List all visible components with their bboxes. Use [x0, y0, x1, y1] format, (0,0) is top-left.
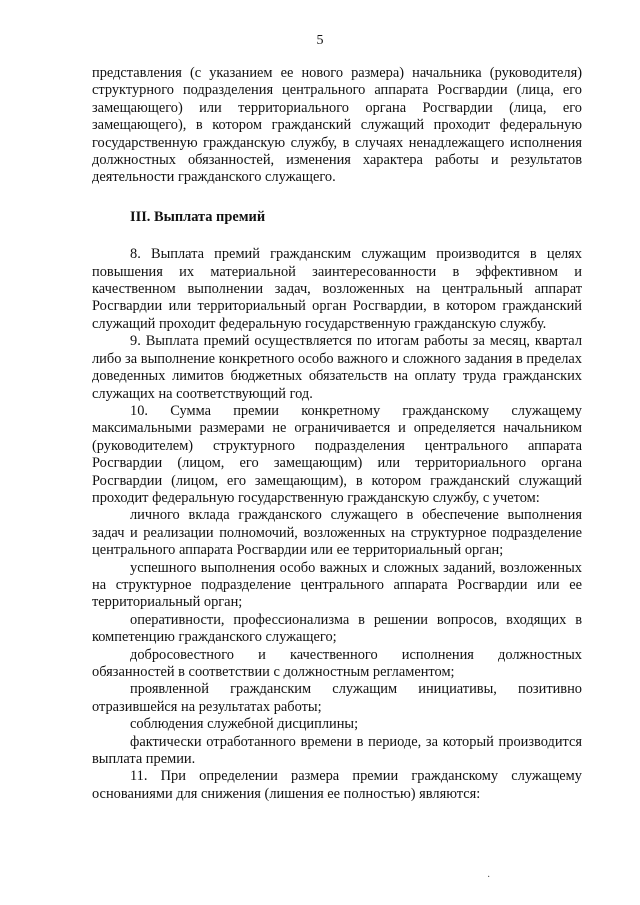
criterion-personal-contribution: личного вклада гражданского служащего в обеспечение выполнения задач и реализации полномочий, возложенных на структурное подразделение центрального аппарата Росгвардии или ее территориальный орган; — [92, 507, 582, 559]
scan-mark: · — [487, 872, 491, 883]
criterion-worked-time: фактически отработанного времени в периоде, за который производится выплата премии. — [92, 733, 582, 768]
criterion-efficiency: оперативности, профессионализма в решении вопросов, входящих в компетенцию гражданского служащего; — [92, 611, 582, 646]
paragraph-9: 9. Выплата премий осуществляется по итогам работы за месяц, квартал либо за выполнение конкретного особо важного и сложного задания в пределах доведенных лимитов бюджетных обязательств на оплату труда гражданских служащих на соответствующий год. — [92, 333, 582, 402]
paragraph-8: 8. Выплата премий гражданским служащим производится в целях повышения их материальной заинтересованности в эффективном и качественном выполнении задач, возложенных на центральный аппарат Росгвардии или территориальный орган Росгвардии, в котором гражданский служащий проходит федеральную государственную гражданскую службу. — [92, 246, 582, 332]
paragraph-11: 11. При определении размера премии гражданскому служащему основаниями для снижения (лишения ее полностью) являются: — [92, 768, 582, 802]
paragraph-10: 10. Сумма премии конкретному гражданскому служащему максимальными размерами не ограничивается и определяется начальником (руководителем) структурного подразделения центрального аппарата Росгвардии (лицом, его замещающим) или территориального органа Росгвардии (лицом, его замещающим), в котором гражданский служащий проходит федеральную государственную гражданскую службу, с учетом: — [92, 402, 582, 506]
document-body — [92, 65, 582, 803]
criterion-important-tasks: успешного выполнения особо важных и сложных заданий, возложенных на структурное подразделение центрального аппарата Росгвардии или ее территориальный орган; — [92, 559, 582, 611]
page-number: 5 — [316, 33, 324, 48]
section-title: III. Выплата премий — [130, 208, 266, 225]
criterion-discipline: соблюдения служебной дисциплины; — [130, 716, 359, 733]
criterion-conscientiousness: добросовестного и качественного исполнения должностных обязанностей в соответствии с должностным регламентом; — [92, 646, 582, 680]
intro-paragraph: представления (с указанием ее нового размера) начальника (руководителя) структурного подразделения центрального аппарата Росгвардии (лица, его замещающего) или территориального органа Росгвардии (лица, его замещающего), в котором гражданский служащий проходит федеральную государственную гражданскую службу, в случаях ненадлежащего исполнения должностных обязанностей, изменения характера работы и результатов деятельности гражданского служащего. — [92, 65, 582, 186]
criterion-initiative: проявленной гражданским служащим инициативы, позитивно отразившейся на результатах работы; — [92, 681, 582, 715]
